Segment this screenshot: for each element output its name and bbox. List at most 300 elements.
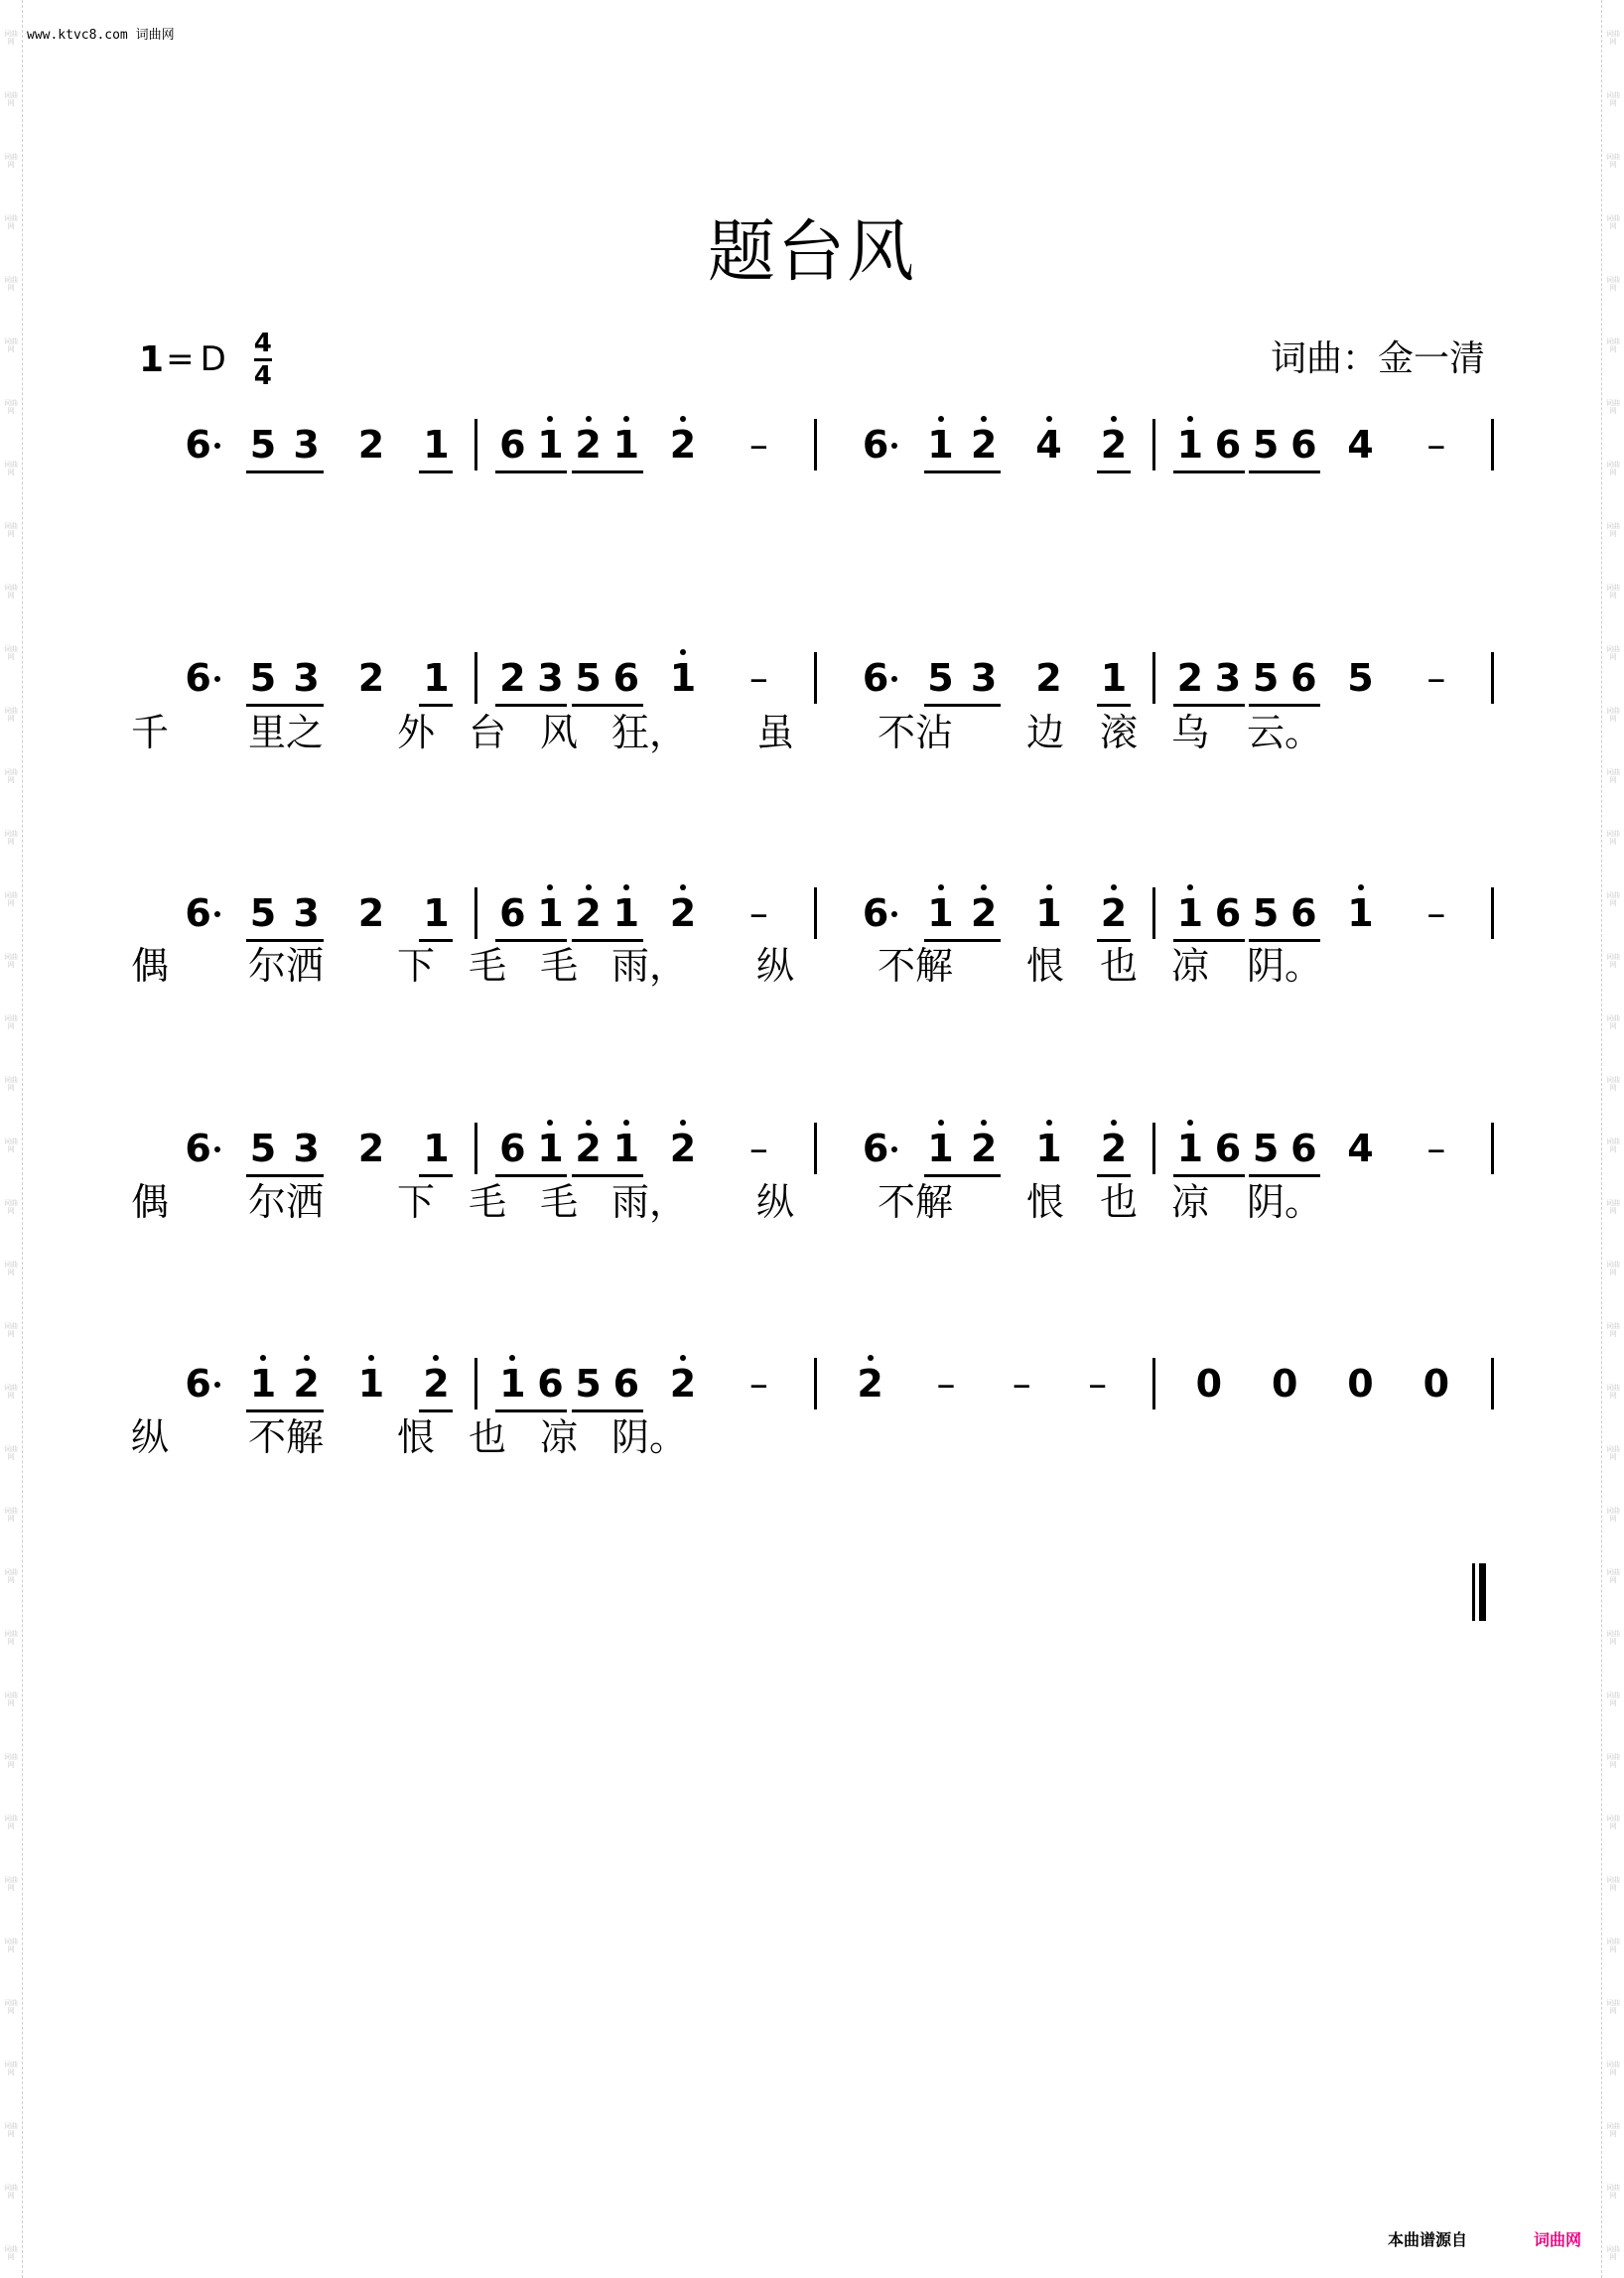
note-digit: 6: [185, 656, 211, 700]
octave-dot-above: [938, 1120, 944, 1126]
octave-dot-above: [1187, 1120, 1193, 1126]
lyric-syllable: 狂，: [611, 711, 688, 754]
note: [607, 648, 646, 708]
barline: [1152, 419, 1155, 470]
note-digit: 6: [862, 423, 889, 467]
note: [416, 1354, 456, 1413]
watermark-text: 词曲网: [4, 1814, 18, 1830]
note-digit: 6: [1214, 423, 1242, 467]
watermark-text: 词曲网: [4, 891, 18, 907]
note: [351, 1354, 391, 1413]
note-digit: 2: [293, 1362, 320, 1406]
octave-dot-above: [433, 1355, 439, 1361]
note: [530, 883, 570, 943]
watermark-text: 词曲网: [1606, 2122, 1620, 2138]
watermark-text: 词曲网: [4, 953, 18, 969]
note-digit: 0: [1195, 1362, 1223, 1406]
score-system: [137, 640, 1492, 712]
note: [1341, 1354, 1381, 1413]
note-digit: –: [748, 423, 768, 467]
note: [1417, 1354, 1456, 1413]
watermark-text: 词曲网: [4, 1691, 18, 1707]
watermark-text: 词曲网: [4, 1384, 18, 1400]
eighth-beam: [572, 470, 643, 473]
watermark-text: 词曲网: [4, 1138, 18, 1153]
lyric-syllable: 下: [397, 1180, 436, 1224]
note-digit: 2: [357, 1127, 385, 1170]
note: [1170, 648, 1210, 708]
note: [351, 415, 391, 474]
note-digit: 5: [249, 1127, 277, 1170]
watermark-text: 词曲网: [1606, 584, 1620, 600]
note-digit: –: [1012, 1362, 1031, 1406]
note-digit: 5: [1347, 656, 1374, 700]
lyric-syllable: 凉: [1171, 1180, 1210, 1224]
note-digit: 6: [1290, 656, 1317, 700]
note-digit: 1: [1035, 891, 1062, 935]
eighth-beam: [419, 470, 453, 473]
note-digit: 6: [612, 1362, 640, 1406]
site-header: www.ktvc8.com 词曲网: [27, 28, 175, 43]
barline: [1491, 652, 1494, 704]
note: [921, 1119, 961, 1178]
watermark-text: 词曲网: [4, 768, 18, 784]
octave-dot-above: [1111, 1120, 1117, 1126]
note-digit: 2: [575, 891, 602, 935]
note: [1284, 1119, 1323, 1178]
note: [351, 883, 391, 943]
watermark-text: 词曲网: [4, 214, 18, 230]
note-digit: 6: [612, 656, 640, 700]
octave-dot-above: [1187, 884, 1193, 890]
watermark-text: 词曲网: [1606, 1261, 1620, 1276]
note-digit: 1: [357, 1362, 385, 1406]
lyric-syllable: 恨: [1026, 944, 1065, 988]
note-digit: 1: [1176, 891, 1204, 935]
note-digit: 1: [1176, 423, 1204, 467]
note-digit: 0: [1271, 1362, 1298, 1406]
note: [287, 415, 327, 474]
lyric-syllable: 阴。: [611, 1415, 688, 1459]
barline: [1152, 652, 1155, 704]
note-digit: 0: [1422, 1362, 1450, 1406]
watermark-text: 词曲网: [1606, 1507, 1620, 1523]
note-digit: 5: [249, 423, 277, 467]
sustain-dash: [1417, 415, 1456, 474]
watermark-text: 词曲网: [4, 1322, 18, 1338]
watermark-text: 词曲网: [1606, 1445, 1620, 1461]
note-digit: 2: [499, 656, 526, 700]
watermark-text: 词曲网: [4, 1630, 18, 1646]
watermark-text: 词曲网: [1606, 707, 1620, 723]
note-digit: 1: [499, 1362, 526, 1406]
note: [530, 1119, 570, 1178]
watermark-text: 词曲网: [1606, 461, 1620, 476]
note-digit: 6: [862, 1127, 889, 1170]
octave-dot-above: [680, 884, 686, 890]
note-digit: 1: [423, 891, 450, 935]
time-signature-unit: 4: [253, 360, 272, 391]
lyric-syllable: 凉: [1171, 944, 1210, 988]
watermark-text: 词曲网: [1606, 1938, 1620, 1953]
note: [663, 1119, 703, 1178]
note: [1265, 1354, 1304, 1413]
key-tonic: 1: [139, 338, 165, 380]
note: [851, 1354, 890, 1413]
note: [530, 1354, 570, 1413]
watermark-text: 词曲网: [4, 2122, 18, 2138]
watermark-text: 词曲网: [1606, 30, 1620, 46]
note: [1341, 648, 1381, 708]
note: [856, 1119, 895, 1178]
octave-dot-above: [509, 1355, 515, 1361]
note-digit: 1: [612, 1127, 640, 1170]
note: [179, 415, 218, 474]
note-digit: 1: [612, 891, 640, 935]
watermark-text: 词曲网: [4, 276, 18, 292]
note-digit: 6: [185, 423, 211, 467]
note-digit: 5: [927, 656, 954, 700]
watermark-text: 词曲网: [1606, 1814, 1620, 1830]
note-digit: 6: [862, 891, 889, 935]
watermark-text: 词曲网: [4, 2245, 18, 2261]
note-digit: 6: [537, 1362, 564, 1406]
note: [569, 1119, 609, 1178]
barline: [814, 652, 817, 704]
note: [243, 415, 283, 474]
watermark-text: 词曲网: [1606, 1999, 1620, 2015]
note-digit: 1: [669, 656, 697, 700]
lyric-syllable: 风: [540, 711, 579, 754]
watermark-text: 词曲网: [4, 707, 18, 723]
octave-dot-above: [1046, 416, 1052, 422]
note-digit: 2: [1100, 891, 1128, 935]
note: [287, 1119, 327, 1178]
key-letter: D: [200, 339, 226, 379]
note-digit: 3: [970, 656, 998, 700]
note: [416, 415, 456, 474]
note: [287, 1354, 327, 1413]
note: [1246, 415, 1286, 474]
note-digit: 3: [293, 1127, 320, 1170]
watermark-text: 词曲网: [1606, 891, 1620, 907]
watermark-text: 词曲网: [1606, 214, 1620, 230]
octave-dot-above: [586, 1120, 592, 1126]
octave-dot-above: [680, 1120, 686, 1126]
note: [1170, 1119, 1210, 1178]
final-barline: [1472, 1563, 1488, 1621]
lyric-syllable: 云。: [1247, 711, 1323, 754]
lyric-syllable: 外: [397, 711, 436, 754]
watermark-text: 词曲网: [1606, 953, 1620, 969]
note: [1094, 1119, 1134, 1178]
augmentation-dot: [891, 443, 897, 449]
note-digit: 1: [537, 1127, 564, 1170]
watermark-text: 词曲网: [1606, 1076, 1620, 1092]
watermark-text: 词曲网: [4, 2061, 18, 2077]
sustain-dash: [926, 1354, 966, 1413]
note: [1170, 415, 1210, 474]
watermark-text: 词曲网: [4, 399, 18, 415]
note-digit: 1: [1347, 891, 1374, 935]
octave-dot-above: [1046, 1120, 1052, 1126]
octave-dot-above: [586, 884, 592, 890]
watermark-text: 词曲网: [4, 584, 18, 600]
note-digit: 2: [1035, 656, 1062, 700]
note: [492, 648, 532, 708]
note-digit: 1: [423, 656, 450, 700]
lyric-syllable: 恨: [1026, 1180, 1065, 1224]
note-digit: 4: [1035, 423, 1062, 467]
lyric-syllable: 纵: [131, 1415, 170, 1459]
note: [530, 415, 570, 474]
lyric-syllable: 偶: [131, 1180, 170, 1224]
note: [1284, 415, 1323, 474]
watermark-text: 词曲网: [1606, 768, 1620, 784]
note-digit: 3: [293, 656, 320, 700]
footer-brand-link[interactable]: 词曲网: [1534, 2230, 1582, 2249]
octave-dot-above: [304, 1355, 310, 1361]
watermark-text: 词曲网: [1606, 337, 1620, 353]
lyric-syllable: 毛: [540, 944, 579, 988]
lyric-syllable: 也: [1100, 944, 1139, 988]
note-digit: 2: [423, 1362, 450, 1406]
barline: [814, 419, 817, 470]
note-digit: 1: [537, 423, 564, 467]
watermark-text: 词曲网: [1606, 1322, 1620, 1338]
watermark-text: 词曲网: [4, 1999, 18, 2015]
note-digit: 2: [357, 656, 385, 700]
note-digit: 5: [249, 656, 277, 700]
note: [416, 883, 456, 943]
note-digit: 6: [862, 656, 889, 700]
watermark-text: 词曲网: [1606, 2061, 1620, 2077]
note: [921, 648, 961, 708]
note-digit: 2: [970, 423, 998, 467]
note-digit: 1: [423, 423, 450, 467]
footer-source-label: 本曲谱源自: [1388, 2230, 1468, 2249]
note-digit: 6: [185, 891, 211, 935]
watermark-text: 词曲网: [4, 91, 18, 107]
note: [1094, 883, 1134, 943]
barline: [814, 887, 817, 939]
lyric-syllable: 阴。: [1247, 944, 1323, 988]
lyric-syllable: 不解: [248, 1415, 325, 1459]
lyric-syllable: 乌: [1171, 711, 1210, 754]
note-digit: 5: [575, 656, 602, 700]
watermark-text: 词曲网: [1606, 1568, 1620, 1584]
note-digit: 1: [612, 423, 640, 467]
note: [1284, 648, 1323, 708]
note: [569, 1354, 609, 1413]
note: [1341, 883, 1381, 943]
final-barline-thin: [1472, 1563, 1475, 1621]
lyric-syllable: 恨: [397, 1415, 436, 1459]
note: [569, 648, 609, 708]
watermark-text: 词曲网: [1606, 1138, 1620, 1153]
watermark-text: 词曲网: [4, 2184, 18, 2200]
note: [569, 415, 609, 474]
note-digit: –: [748, 1362, 768, 1406]
time-signature: [254, 330, 272, 390]
note-digit: –: [936, 1362, 956, 1406]
note-digit: 2: [575, 423, 602, 467]
watermark-text: 词曲网: [1606, 2184, 1620, 2200]
note-digit: 3: [1214, 656, 1242, 700]
lyric-syllable: 凉: [540, 1415, 579, 1459]
watermark-text: 词曲网: [1606, 91, 1620, 107]
lyric-syllable: 不解: [878, 1180, 954, 1224]
note: [964, 1119, 1004, 1178]
note: [1341, 1119, 1381, 1178]
note: [416, 1119, 456, 1178]
note: [964, 883, 1004, 943]
time-signature-beats: 4: [253, 328, 272, 358]
note-digit: 2: [669, 423, 697, 467]
watermark-text: 词曲网: [4, 1014, 18, 1030]
octave-dot-above: [623, 1120, 629, 1126]
note: [1094, 648, 1134, 708]
note: [243, 1354, 283, 1413]
note-digit: –: [748, 1127, 768, 1170]
note: [1208, 648, 1248, 708]
note-digit: 5: [1252, 1127, 1280, 1170]
eighth-beam: [1097, 470, 1131, 473]
augmentation-dot: [891, 1146, 897, 1152]
note-digit: –: [1088, 1362, 1108, 1406]
note: [569, 883, 609, 943]
note: [964, 415, 1004, 474]
lyrics-line: [131, 1174, 1492, 1230]
barline: [474, 419, 477, 470]
octave-dot-above: [586, 416, 592, 422]
note-digit: 2: [970, 1127, 998, 1170]
note-digit: 1: [927, 423, 954, 467]
note: [607, 415, 646, 474]
note-digit: 0: [1347, 1362, 1374, 1406]
note-digit: 6: [1290, 1127, 1317, 1170]
note-digit: 2: [357, 891, 385, 935]
note: [287, 648, 327, 708]
note: [179, 883, 218, 943]
note-digit: 2: [575, 1127, 602, 1170]
note: [1246, 648, 1286, 708]
note-digit: 2: [1176, 656, 1204, 700]
augmentation-dot: [214, 443, 220, 449]
watermark-text: 词曲网: [4, 337, 18, 353]
watermark-text: 词曲网: [1606, 1014, 1620, 1030]
composer-credit: 词曲：金一清: [1270, 338, 1485, 379]
lyric-syllable: 毛: [540, 1180, 579, 1224]
note: [351, 648, 391, 708]
note-digit: 4: [1347, 1127, 1374, 1170]
barline: [474, 1358, 477, 1409]
sustain-dash: [739, 883, 778, 943]
note: [607, 1354, 646, 1413]
note-digit: 6: [1214, 1127, 1242, 1170]
note-digit: 3: [293, 891, 320, 935]
note-digit: 3: [293, 423, 320, 467]
note-digit: –: [1426, 891, 1446, 935]
note-digit: 5: [1252, 423, 1280, 467]
note-digit: 6: [1290, 423, 1317, 467]
octave-dot-above: [547, 1120, 553, 1126]
watermark-text: 词曲网: [1606, 1691, 1620, 1707]
note-digit: 2: [669, 1127, 697, 1170]
barline: [1491, 887, 1494, 939]
note: [1029, 648, 1069, 708]
lyric-syllable: 尔洒: [248, 1180, 325, 1224]
augmentation-dot: [891, 911, 897, 917]
note-digit: 6: [185, 1127, 211, 1170]
note-digit: 5: [1252, 891, 1280, 935]
note-digit: 2: [1100, 423, 1128, 467]
watermark-text: 词曲网: [4, 1076, 18, 1092]
augmentation-dot: [214, 911, 220, 917]
lyric-syllable: 纵: [756, 1180, 795, 1224]
note-digit: 1: [927, 1127, 954, 1170]
sustain-dash: [1078, 1354, 1118, 1413]
sustain-dash: [1417, 1119, 1456, 1178]
note: [243, 648, 283, 708]
note-digit: 3: [537, 656, 564, 700]
barline: [474, 652, 477, 704]
note: [179, 1119, 218, 1178]
lyric-syllable: 千: [131, 711, 170, 754]
note: [663, 1354, 703, 1413]
note: [856, 648, 895, 708]
octave-dot-above: [1111, 884, 1117, 890]
augmentation-dot: [214, 1382, 220, 1388]
watermark-text: 词曲网: [1606, 1753, 1620, 1769]
note-digit: 4: [1347, 423, 1374, 467]
score-system: [137, 1346, 1492, 1417]
final-barline-thick: [1479, 1563, 1486, 1621]
note-digit: 6: [499, 1127, 526, 1170]
note: [1246, 883, 1286, 943]
watermark-text: 词曲网: [1606, 522, 1620, 538]
augmentation-dot: [891, 676, 897, 682]
note-digit: –: [1426, 656, 1446, 700]
note: [530, 648, 570, 708]
octave-dot-above: [547, 884, 553, 890]
note-digit: 6: [1290, 891, 1317, 935]
note-digit: 6: [499, 891, 526, 935]
octave-dot-above: [368, 1355, 374, 1361]
note-digit: 2: [669, 891, 697, 935]
eighth-beam: [1173, 470, 1245, 473]
octave-dot-above: [260, 1355, 266, 1361]
note: [1170, 883, 1210, 943]
note-digit: 1: [423, 1127, 450, 1170]
lyric-syllable: 不沾: [878, 711, 954, 754]
note: [1208, 1119, 1248, 1178]
octave-dot-above: [938, 416, 944, 422]
note: [964, 648, 1004, 708]
watermark-text: 词曲网: [4, 1753, 18, 1769]
note: [856, 883, 895, 943]
lyric-syllable: 偶: [131, 944, 170, 988]
note-digit: 6: [499, 423, 526, 467]
barline: [814, 1123, 817, 1174]
note: [1284, 883, 1323, 943]
note-digit: 5: [1252, 656, 1280, 700]
note: [492, 1119, 532, 1178]
score-system: [137, 1111, 1492, 1182]
lyric-syllable: 虽: [756, 711, 795, 754]
octave-dot-above: [680, 1355, 686, 1361]
augmentation-dot: [214, 1146, 220, 1152]
